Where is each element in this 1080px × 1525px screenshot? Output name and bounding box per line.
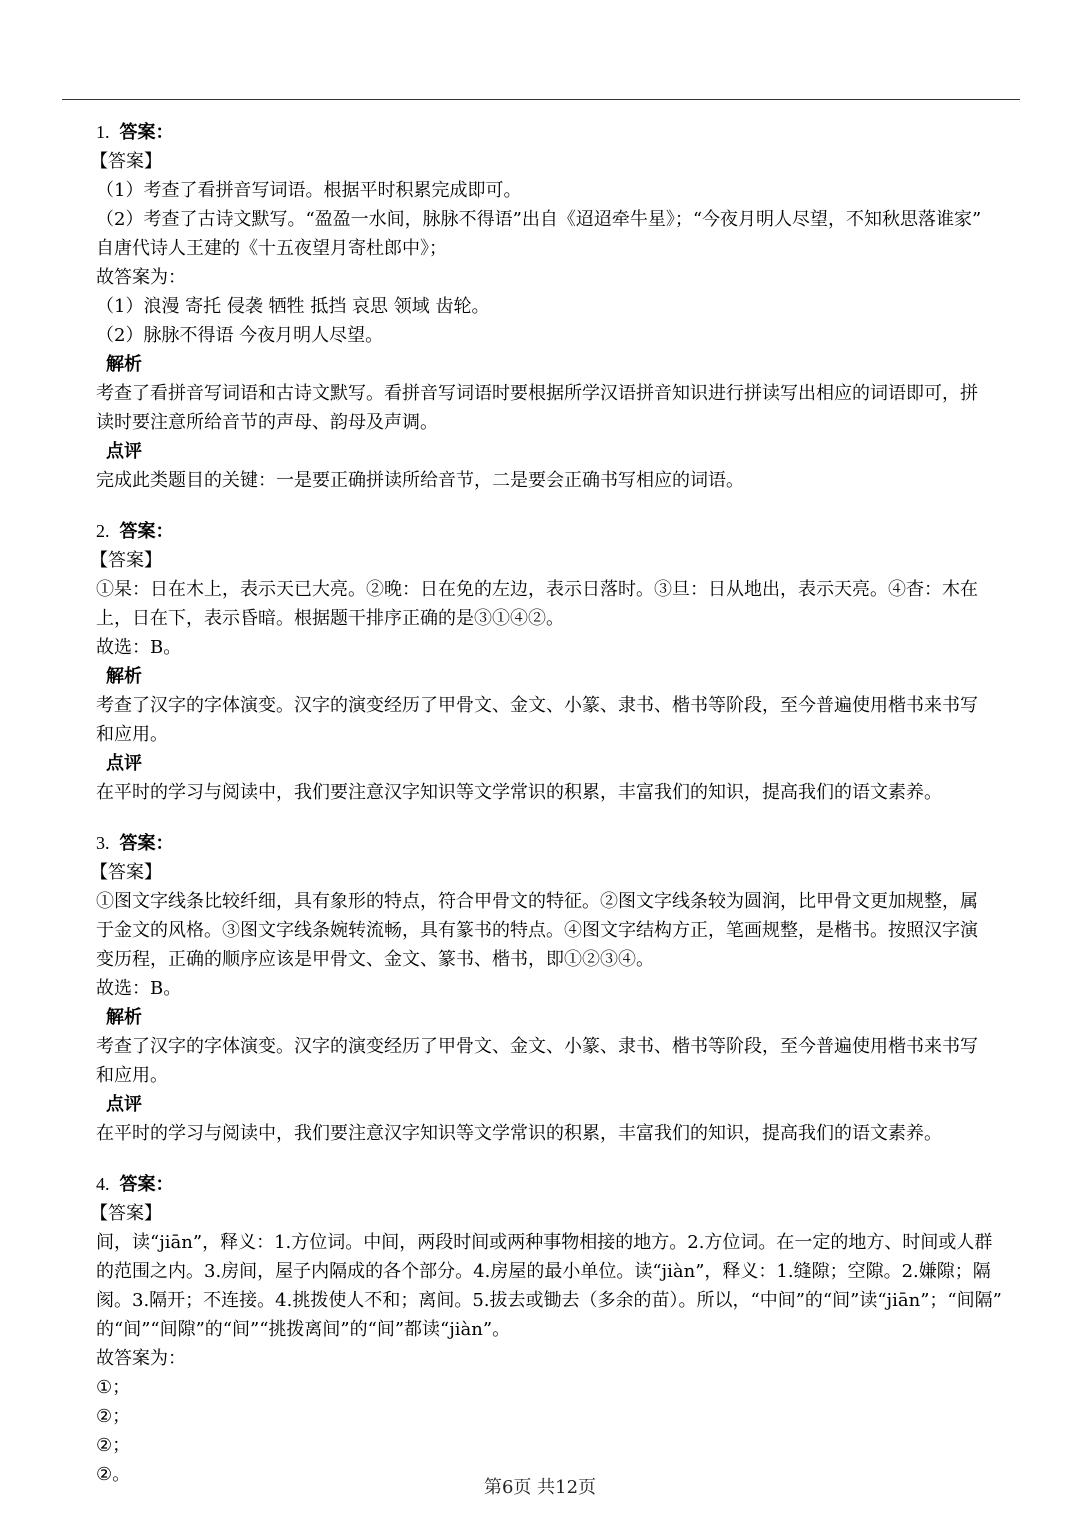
answer-line: ①杲：日在木上，表示天已大亮。②晚：日在免的左边，表示日落时。③旦：日从地出，表示天亮。④杳：木在 (96, 579, 978, 600)
answer-line: 的范围之内。3.房间，屋子内隔成的各个部分。4.房屋的最小单位。读“jiàn”，释义：1.缝隙；空隙。2.嫌隙；隔 (96, 1261, 991, 1282)
question-header (96, 517, 1034, 546)
answers-title: 答案： (119, 521, 174, 542)
answer-line: 故选：B。 (96, 637, 182, 658)
comment-line: 在平时的学习与阅读中，我们要注意汉字知识等文学常识的积累，丰富我们的知识，提高我们的语文素养。 (96, 782, 942, 803)
analysis-line: 读时要注意所给音节的声母、韵母及声调。 (96, 412, 438, 433)
answer-line: 故选：B。 (96, 978, 182, 999)
analysis-line: 考查了汉字的字体演变。汉字的演变经历了甲骨文、金文、小篆、隶书、楷书等阶段，至今普遍使用楷书来书写 (96, 695, 978, 716)
analysis-heading: 解析 (106, 1007, 142, 1028)
answer-line: （2）脉脉不得语 今夜月明人尽望。 (96, 325, 384, 346)
answer-line: 自唐代诗人王建的《十五夜望月寄杜郎中》； (96, 238, 447, 259)
answer-line: ②； (96, 1406, 131, 1427)
answer-line: 变历程，正确的顺序应该是甲骨文、金文、篆书、楷书，即①②③④。 (96, 949, 654, 970)
answer-line: ①； (96, 1377, 131, 1398)
analysis-line: 考查了看拼音写词语和古诗文默写。看拼音写词语时要根据所学汉语拼音知识进行拼读写出相应的词语即可，拼 (96, 383, 978, 404)
answer-label: 【答案】 (90, 151, 162, 172)
answer-label: 【答案】 (90, 862, 162, 883)
analysis-line: 和应用。 (96, 1065, 168, 1086)
question-2 (90, 517, 1034, 807)
comment-heading: 点评 (106, 1094, 142, 1115)
header-rule (62, 99, 1020, 100)
answer-line: 的“间”“间隙”的“间”“挑拨离间”的“间”都读“jiàn”。 (96, 1319, 511, 1340)
question-header (96, 118, 1034, 147)
answer-label: 【答案】 (90, 1203, 162, 1224)
analysis-heading: 解析 (106, 666, 142, 687)
answers-title: 答案： (119, 833, 174, 854)
question-number: 1. (96, 122, 110, 142)
analysis-line: 考查了汉字的字体演变。汉字的演变经历了甲骨文、金文、小篆、隶书、楷书等阶段，至今普遍使用楷书来书写 (96, 1036, 978, 1057)
answer-line: 于金文的风格。③图文字线条婉转流畅，具有篆书的特点。④图文字结构方正，笔画规整，是楷书。按照汉字演 (96, 920, 978, 941)
answer-line: 故答案为： (96, 267, 186, 288)
comment-heading: 点评 (106, 753, 142, 774)
question-header (96, 1170, 1034, 1199)
question-number: 2. (96, 521, 110, 541)
question-1 (90, 118, 1034, 495)
page-footer: 第6页 共12页 (483, 1477, 597, 1498)
answer-line: 阂。3.隔开；不连接。4.挑拨使人不和；离间。5.拔去或锄去（多余的苗）。所以，“中间”的“间”读“jiān”；“间隔” (96, 1290, 1002, 1311)
answer-line: 间，读“jiān”，释义：1.方位词。中间，两段时间或两种事物相接的地方。2.方位词。在一定的地方、时间或人群 (96, 1232, 993, 1253)
comment-line: 完成此类题目的关键：一是要正确拼读所给音节，二是要会正确书写相应的词语。 (96, 470, 744, 491)
answers-title: 答案： (119, 122, 174, 143)
question-number: 4. (96, 1174, 110, 1194)
question-3 (90, 829, 1034, 1148)
analysis-line: 和应用。 (96, 724, 168, 745)
answer-line: （1）浪漫 寄托 侵袭 牺牲 抵挡 哀思 领域 齿轮。 (96, 296, 490, 317)
comment-line: 在平时的学习与阅读中，我们要注意汉字知识等文学常识的积累，丰富我们的知识，提高我们的语文素养。 (96, 1123, 942, 1144)
question-number: 3. (96, 833, 110, 853)
answer-label: 【答案】 (90, 550, 162, 571)
comment-heading: 点评 (106, 441, 142, 462)
question-header (96, 829, 1034, 858)
question-4 (90, 1170, 1034, 1489)
answer-content (90, 118, 1034, 1489)
answers-title: 答案： (119, 1174, 174, 1195)
analysis-heading: 解析 (106, 354, 142, 375)
answer-line: （2）考查了古诗文默写。“盈盈一水间，脉脉不得语”出自《迢迢牵牛星》；“今夜月明人尽望，不知秋思落谁家” (96, 209, 982, 230)
answer-line: 故答案为： (96, 1348, 186, 1369)
answer-line: ②； (96, 1435, 131, 1456)
answer-line: （1）考查了看拼音写词语。根据平时积累完成即可。 (96, 180, 522, 201)
answer-line: ②。 (96, 1464, 131, 1485)
answer-line: ①图文字线条比较纤细，具有象形的特点，符合甲骨文的特征。②图文字线条较为圆润，比甲骨文更加规整，属 (96, 891, 978, 912)
answer-line: 上，日在下，表示昏暗。根据题干排序正确的是③①④②。 (96, 608, 564, 629)
